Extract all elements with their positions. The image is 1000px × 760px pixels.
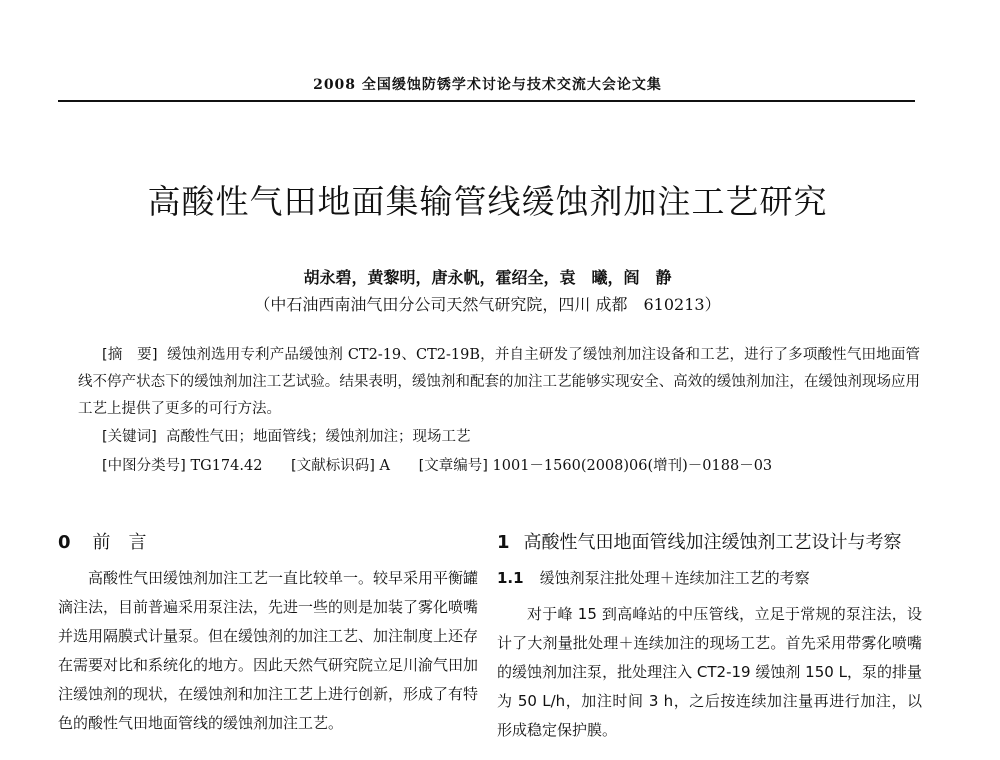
section-1-title: 高酸性气田地面管线加注缓蚀剂工艺设计与考察 bbox=[523, 532, 902, 553]
subsection-1-1-title: 缓蚀剂泵注批处理＋连续加注工艺的考察 bbox=[539, 569, 810, 587]
right-column bbox=[497, 528, 922, 745]
section-1-heading bbox=[497, 528, 922, 558]
article-number-value: 1001－1560(2008)06(增刊)－0188－03 bbox=[492, 458, 773, 474]
article-number-label: [文章编号] bbox=[418, 458, 488, 474]
left-column bbox=[58, 528, 478, 738]
section-0-number: 0 bbox=[58, 532, 71, 553]
abstract-label: [摘 要] bbox=[102, 347, 158, 363]
abstract-text: 缓蚀剂选用专利产品缓蚀剂 CT2-19、CT2-19B，并自主研发了缓蚀剂加注设备和工艺，进行了多项酸性气田地面管线不停产状态下的缓蚀剂加注工艺试验。结果表明，缓蚀剂和配套的加注工艺能够实现安全、高效的缓蚀剂加注，在缓蚀剂现场应用工艺上提供了更多的可行方法。 bbox=[78, 347, 920, 417]
section-0-paragraph: 高酸性气田缓蚀剂加注工艺一直比较单一。较早采用平衡罐滴注法，目前普遍采用泵注法，先进一些的则是加装了雾化喷嘴并选用隔膜式计量泵。但在缓蚀剂的加注工艺、加注制度上还存在需要对比和系统化的地方。因此天然气研究院立足川渝气田加注缓蚀剂的现状，在缓蚀剂和加注工艺上进行创新，形成了有特色的酸性气田地面管线的缓蚀剂加注工艺。 bbox=[58, 569, 479, 732]
paper-title: 高酸性气田地面集输管线缓蚀剂加注工艺研究 bbox=[147, 182, 828, 221]
running-header: 2008 全国缓蚀防锈学术讨论与技术交流大会论文集 bbox=[313, 77, 662, 93]
keywords bbox=[78, 423, 920, 452]
clc-label: [中图分类号] bbox=[102, 458, 186, 474]
subsection-1-1-heading bbox=[497, 564, 922, 592]
clc-value: TG174.42 bbox=[190, 458, 263, 474]
section-0-heading bbox=[58, 528, 478, 558]
keywords-text: 高酸性气田；地面管线；缓蚀剂加注；现场工艺 bbox=[166, 429, 471, 445]
abstract bbox=[78, 342, 920, 423]
abstract-block bbox=[78, 342, 920, 481]
subsection-1-1-number: 1.1 bbox=[497, 569, 524, 587]
classification-line bbox=[78, 452, 920, 481]
author-list: 胡永碧，黄黎明，唐永帆，霍绍全，袁 曦，阎 静 bbox=[303, 268, 672, 287]
section-0-title: 前 言 bbox=[92, 532, 147, 553]
affiliation: （中石油西南油气田分公司天然气研究院，四川 成都 610213） bbox=[254, 295, 721, 314]
doc-code-label: [文献标识码] bbox=[291, 458, 375, 474]
keywords-label: [关键词] bbox=[102, 429, 157, 445]
doc-code-value: A bbox=[379, 458, 390, 474]
header-rule bbox=[58, 100, 915, 102]
section-1-number: 1 bbox=[497, 532, 510, 553]
section-1-1-paragraph: 对于峰 15 到高峰站的中压管线，立足于常规的泵注法，设计了大剂量批处理＋连续加注的现场工艺。首先采用带雾化喷嘴的缓蚀剂加注泵，批处理注入 CT2-19 缓蚀剂 150 L，泵的排量为 50 L/h，加注时间 3 h，之后按连续加注量再进行加注，以形成稳定保护膜。 bbox=[497, 605, 922, 739]
